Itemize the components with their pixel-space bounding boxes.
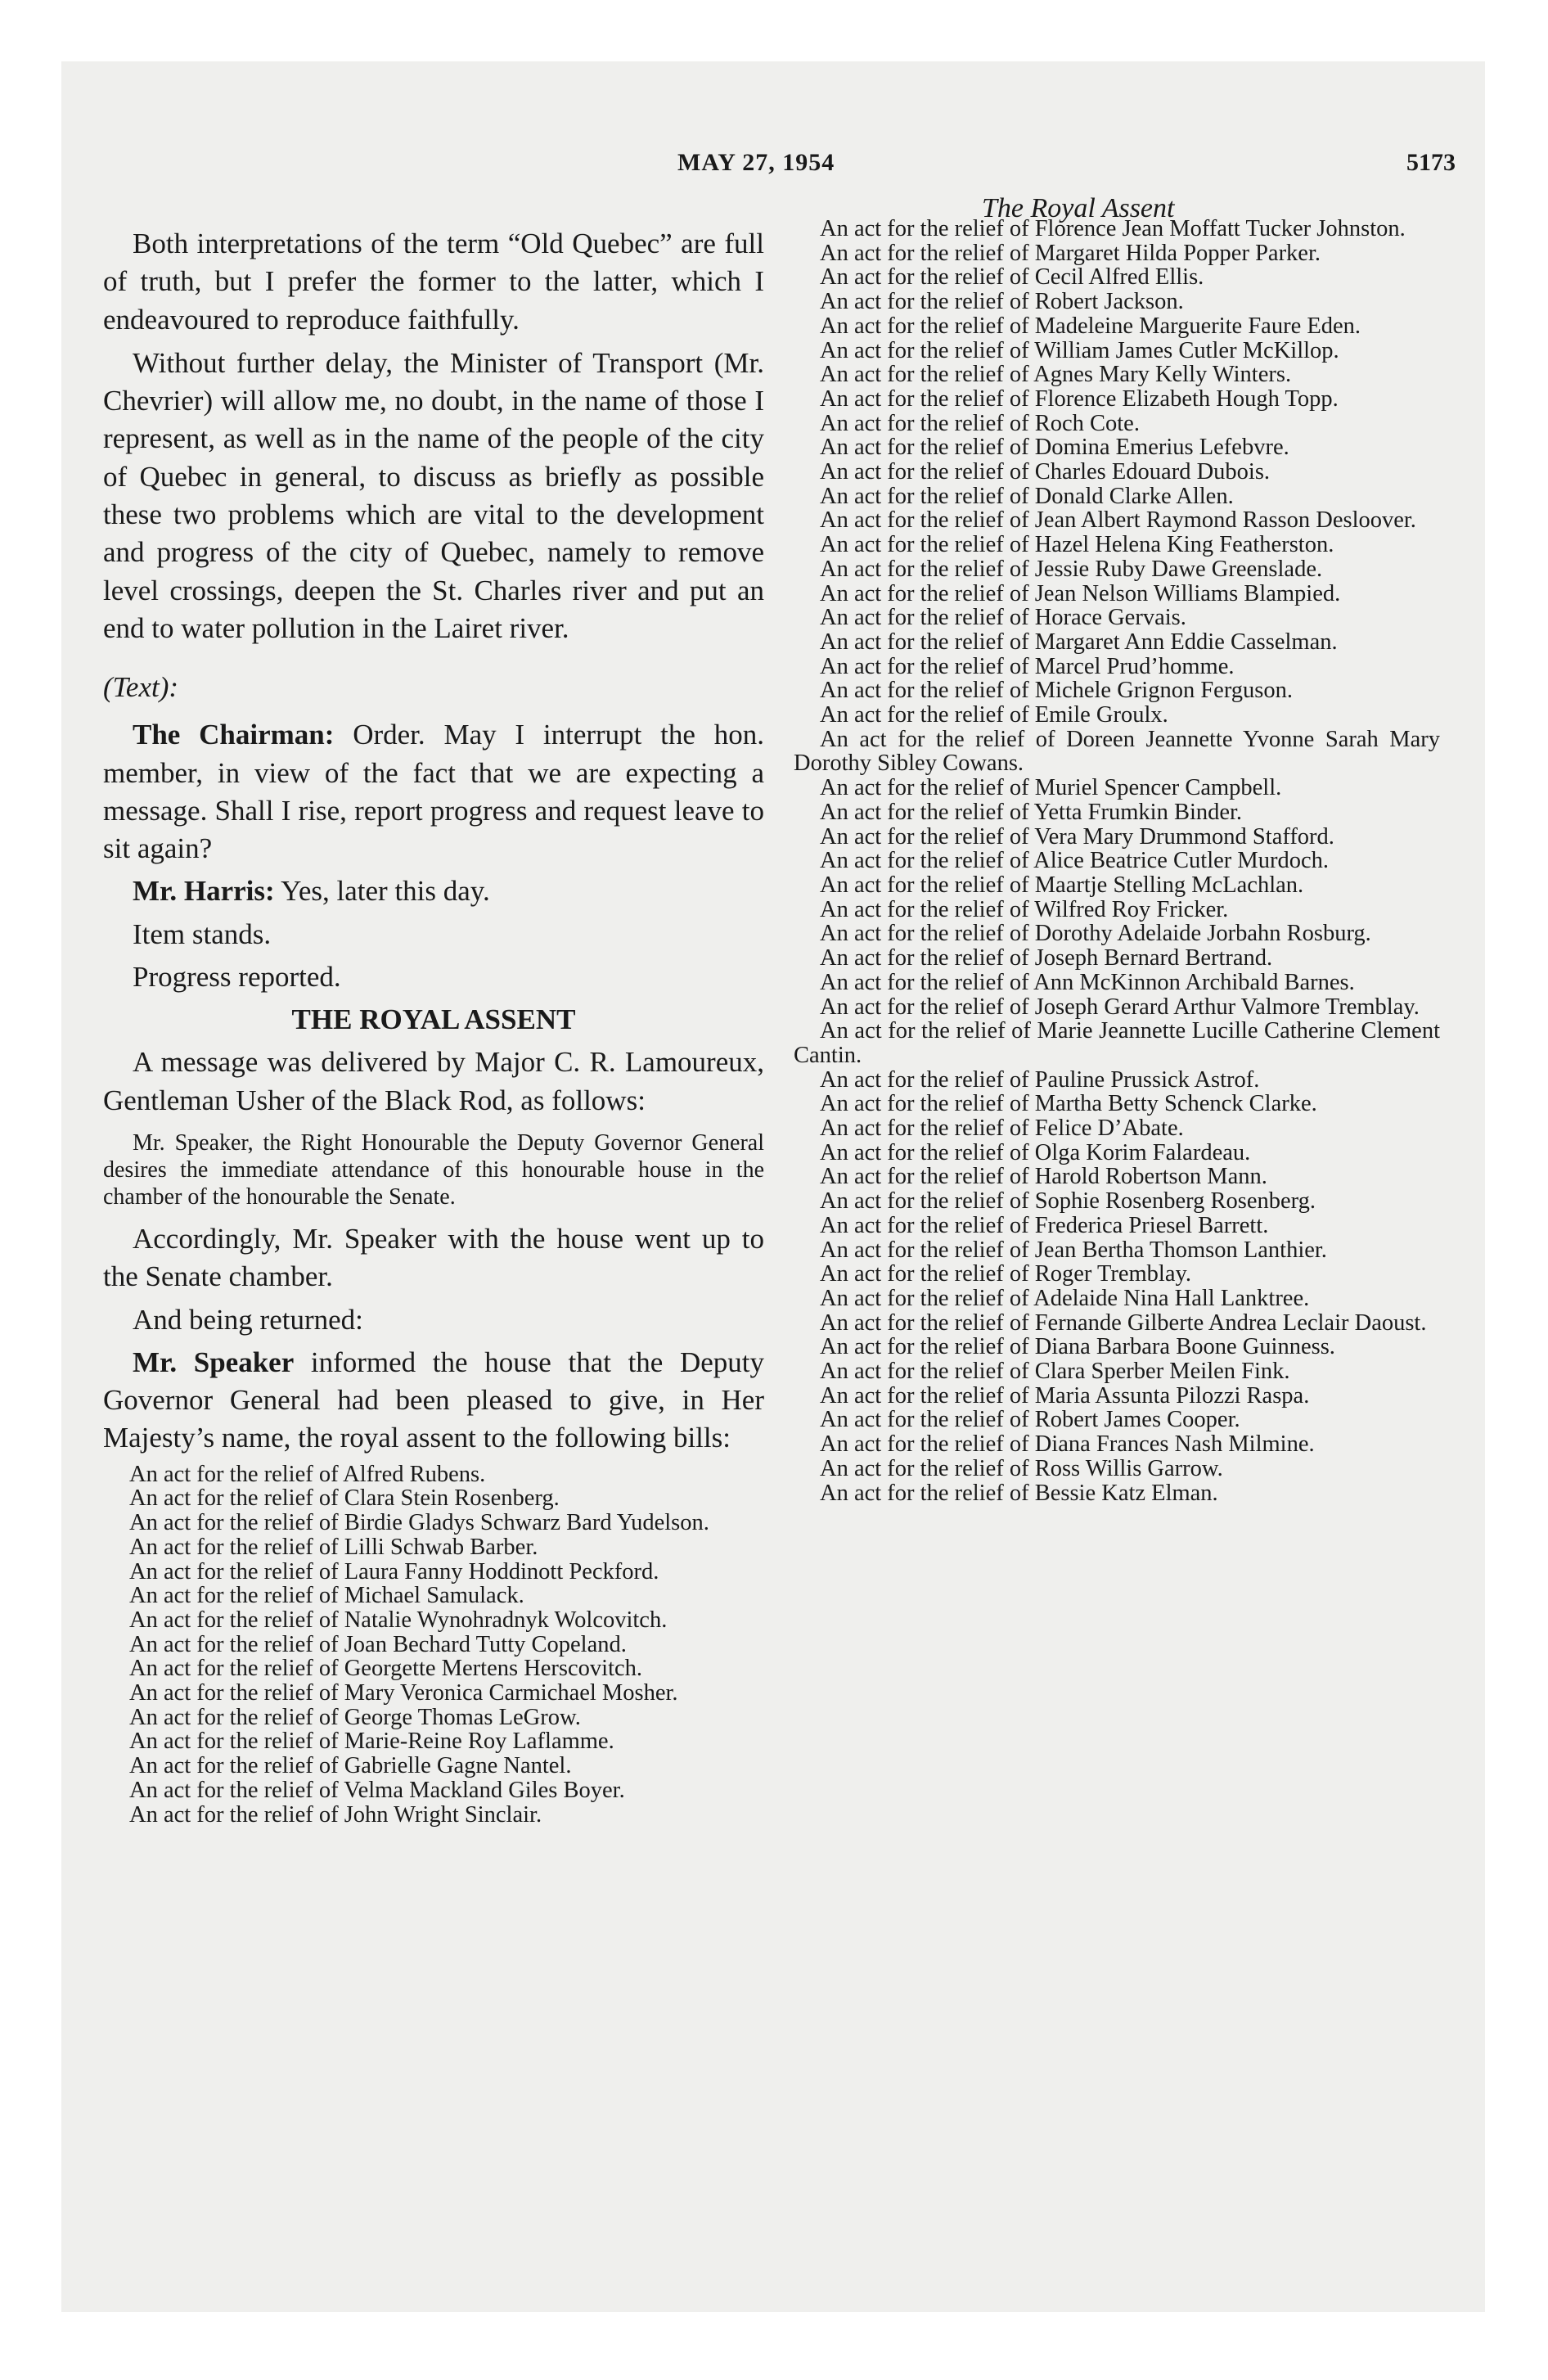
bill-item: An act for the relief of Felice D’Abate.	[820, 1116, 1184, 1142]
returned-paragraph: And being returned:	[133, 1303, 363, 1336]
message-paragraph: A message was delivered by Major C. R. Lamoureux, Gentleman Usher of the Black Rod, as follows:	[103, 1046, 764, 1116]
bill-item: An act for the relief of Roger Tremblay.	[820, 1261, 1192, 1287]
bill-item: An act for the relief of Clara Sperber Meilen Fink.	[820, 1359, 1290, 1385]
bill-item: An act for the relief of Domina Emerius Lefebvre.	[820, 435, 1289, 461]
bill-list	[794, 217, 1440, 1505]
speaker-name: Mr. Speaker	[133, 1346, 295, 1378]
bill-item: An act for the relief of Laura Fanny Hoddinott Peckford.	[129, 1558, 659, 1584]
bill-item: An act for the relief of John Wright Sinclair.	[129, 1801, 542, 1828]
accordingly-paragraph: Accordingly, Mr. Speaker with the house went up to the Senate chamber.	[103, 1222, 764, 1293]
bill-item: An act for the relief of Emile Groulx.	[820, 702, 1168, 728]
bill-item: An act for the relief of Michael Samulack.	[129, 1583, 524, 1609]
bill-list	[103, 1463, 764, 1828]
bill-item: An act for the relief of Dorothy Adelaide Jorbahn Rosburg.	[820, 921, 1371, 947]
right-column	[794, 217, 1440, 1505]
bill-item: An act for the relief of Wilfred Roy Fricker.	[820, 896, 1229, 922]
bill-item: An act for the relief of Madeleine Marguerite Faure Eden.	[820, 313, 1361, 339]
bill-item: An act for the relief of Pauline Prussick Astrof.	[820, 1066, 1260, 1093]
paragraph: Both interpretations of the term “Old Quebec” are full of truth, but I prefer the former to the latter, which I endeavoured to reproduce faithfully.	[103, 228, 764, 336]
bill-item: An act for the relief of Jean Bertha Thomson Lanthier.	[820, 1237, 1327, 1263]
bill-item: An act for the relief of Maria Assunta Pilozzi Raspa.	[820, 1382, 1310, 1409]
remark-text: Order. May I interrupt the hon. member, in view of the fact that we are expecting a message. Shall I rise, report progress and request leave to sit again?	[103, 719, 764, 865]
bill-item: An act for the relief of Clara Stein Rosenberg.	[129, 1485, 560, 1512]
quoted-message: Mr. Speaker, the Right Honourable the Deputy Governor General desires the immediate attendance of this honourable house in the chamber of the honourable the Senate.	[103, 1129, 764, 1210]
bill-item: An act for the relief of Charles Edouard Dubois.	[820, 459, 1271, 485]
bill-item: An act for the relief of Robert James Cooper.	[820, 1407, 1240, 1433]
bill-item: An act for the relief of Cecil Alfred Ellis.	[820, 264, 1204, 291]
bill-item: An act for the relief of Robert Jackson.	[820, 289, 1184, 315]
bill-item: An act for the relief of Mary Veronica Carmichael Mosher.	[129, 1680, 678, 1706]
bill-item: An act for the relief of Maartje Stelling McLachlan.	[820, 872, 1304, 898]
bill-item: An act for the relief of Jean Nelson Williams Blampied.	[820, 580, 1341, 606]
bill-item: An act for the relief of Florence Jean Moffatt Tucker Johnston.	[820, 216, 1406, 241]
harris-remark	[103, 872, 764, 910]
bill-item: An act for the relief of Marcel Prud’homme.	[820, 653, 1235, 679]
bill-item: An act for the relief of Horace Gervais.	[820, 605, 1186, 631]
bill-item: An act for the relief of Diana Frances Nash Milmine.	[820, 1431, 1315, 1458]
bill-item: An act for the relief of Birdie Gladys Schwarz Bard Yudelson.	[129, 1510, 709, 1536]
bill-item: An act for the relief of Harold Robertson Mann.	[820, 1164, 1267, 1190]
bill-item: An act for the relief of Frederica Priesel Barrett.	[820, 1212, 1269, 1238]
bill-item: An act for the relief of Velma Mackland Giles Boyer.	[129, 1777, 625, 1803]
remark-text: informed the house that the Deputy Governor General had been pleased to give, in Her Majesty’s name, the royal assent to the following bills:	[103, 1346, 765, 1454]
header-date: MAY 27, 1954	[677, 149, 835, 176]
bill-item: An act for the relief of Vera Mary Drummond Stafford.	[820, 823, 1334, 850]
bill-item: An act for the relief of Gabrielle Gagne Nantel.	[129, 1753, 572, 1779]
running-head: The Royal Assent	[982, 193, 1175, 223]
bill-item: An act for the relief of Natalie Wynohradnyk Wolcovitch.	[129, 1607, 668, 1633]
bill-item: An act for the relief of Alice Beatrice Cutler Murdoch.	[820, 848, 1330, 874]
bill-item: An act for the relief of Joseph Gerard Arthur Valmore Tremblay.	[820, 994, 1420, 1020]
bill-item: An act for the relief of Ross Willis Garrow.	[820, 1455, 1223, 1481]
bill-item: An act for the relief of Donald Clarke Allen.	[820, 483, 1234, 509]
speaker-name: The Chairman:	[133, 719, 335, 751]
bill-item: An act for the relief of Muriel Spencer Campbell.	[820, 775, 1282, 801]
section-heading: THE ROYAL ASSENT	[291, 1003, 576, 1036]
page-number: 5173	[1406, 149, 1456, 176]
bill-item: An act for the relief of William James Cutler McKillop.	[820, 337, 1339, 363]
bill-item: An act for the relief of Doreen Jeannette Yvonne Sarah Mary Dorothy Sibley Cowans.	[794, 726, 1440, 777]
bill-item: An act for the relief of Adelaide Nina Hall Lanktree.	[820, 1285, 1310, 1311]
bill-item: An act for the relief of Martha Betty Schenck Clarke.	[820, 1091, 1317, 1117]
speaker-paragraph	[103, 1344, 764, 1458]
bill-item: An act for the relief of Michele Grignon Ferguson.	[820, 678, 1294, 704]
bill-item: An act for the relief of Yetta Frumkin Binder.	[820, 799, 1243, 825]
bill-item: An act for the relief of Lilli Schwab Barber.	[129, 1534, 538, 1560]
paragraph: Without further delay, the Minister of Transport (Mr. Chevrier) will allow me, no doubt, in the name of those I represent, as well as in the name of the people of the city of Quebec in general, to discuss as briefly as possible these two problems which are vital to the development and progress of the city of Quebec, namely to remove level crossings, deepen the St. Charles river and put an end to water pollution in the Lairet river.	[103, 346, 764, 644]
left-column	[103, 225, 764, 1827]
bill-item: An act for the relief of Joseph Bernard Bertrand.	[820, 945, 1273, 971]
bill-item: An act for the relief of Jessie Ruby Dawe Greenslade.	[820, 556, 1323, 582]
bill-item: An act for the relief of Marie-Reine Roy Laflamme.	[129, 1729, 614, 1755]
bill-item: An act for the relief of Ann McKinnon Archibald Barnes.	[820, 969, 1355, 995]
bill-item: An act for the relief of Sophie Rosenberg Rosenberg.	[820, 1188, 1316, 1215]
bill-item: An act for the relief of Georgette Mertens Herscovitch.	[129, 1656, 643, 1682]
bill-item: An act for the relief of Agnes Mary Kelly Winters.	[820, 362, 1292, 388]
chairman-remark	[103, 716, 764, 868]
progress-reported: Progress reported.	[133, 961, 341, 994]
bill-item: An act for the relief of Joan Bechard Tutty Copeland.	[129, 1631, 627, 1657]
bill-item: An act for the relief of George Thomas LeGrow.	[129, 1704, 581, 1730]
bill-item: An act for the relief of Bessie Katz Elman.	[820, 1480, 1218, 1506]
bill-item: An act for the relief of Margaret Hilda Popper Parker.	[820, 240, 1321, 266]
page-header	[0, 149, 1548, 182]
remark-text: Yes, later this day.	[274, 875, 490, 908]
speaker-name: Mr. Harris:	[133, 875, 275, 908]
bill-item: An act for the relief of Diana Barbara Boone Guinness.	[820, 1334, 1335, 1360]
bill-item: An act for the relief of Margaret Ann Eddie Casselman.	[820, 629, 1338, 655]
bill-item: An act for the relief of Fernande Gilberte Andrea Leclair Daoust.	[820, 1309, 1427, 1336]
text-label: (Text):	[103, 671, 179, 704]
bill-item: An act for the relief of Marie Jeannette Lucille Catherine Clement Cantin.	[794, 1018, 1440, 1068]
bill-item: An act for the relief of Hazel Helena King Featherston.	[820, 532, 1334, 558]
bill-item: An act for the relief of Olga Korim Falardeau.	[820, 1139, 1251, 1165]
bill-item: An act for the relief of Florence Elizabeth Hough Topp.	[820, 385, 1339, 412]
bill-item: An act for the relief of Roch Cote.	[820, 410, 1140, 436]
bill-item: An act for the relief of Jean Albert Raymond Rasson Desloover.	[820, 507, 1416, 534]
item-stands: Item stands.	[133, 917, 272, 950]
bill-item: An act for the relief of Alfred Rubens.	[129, 1461, 486, 1487]
